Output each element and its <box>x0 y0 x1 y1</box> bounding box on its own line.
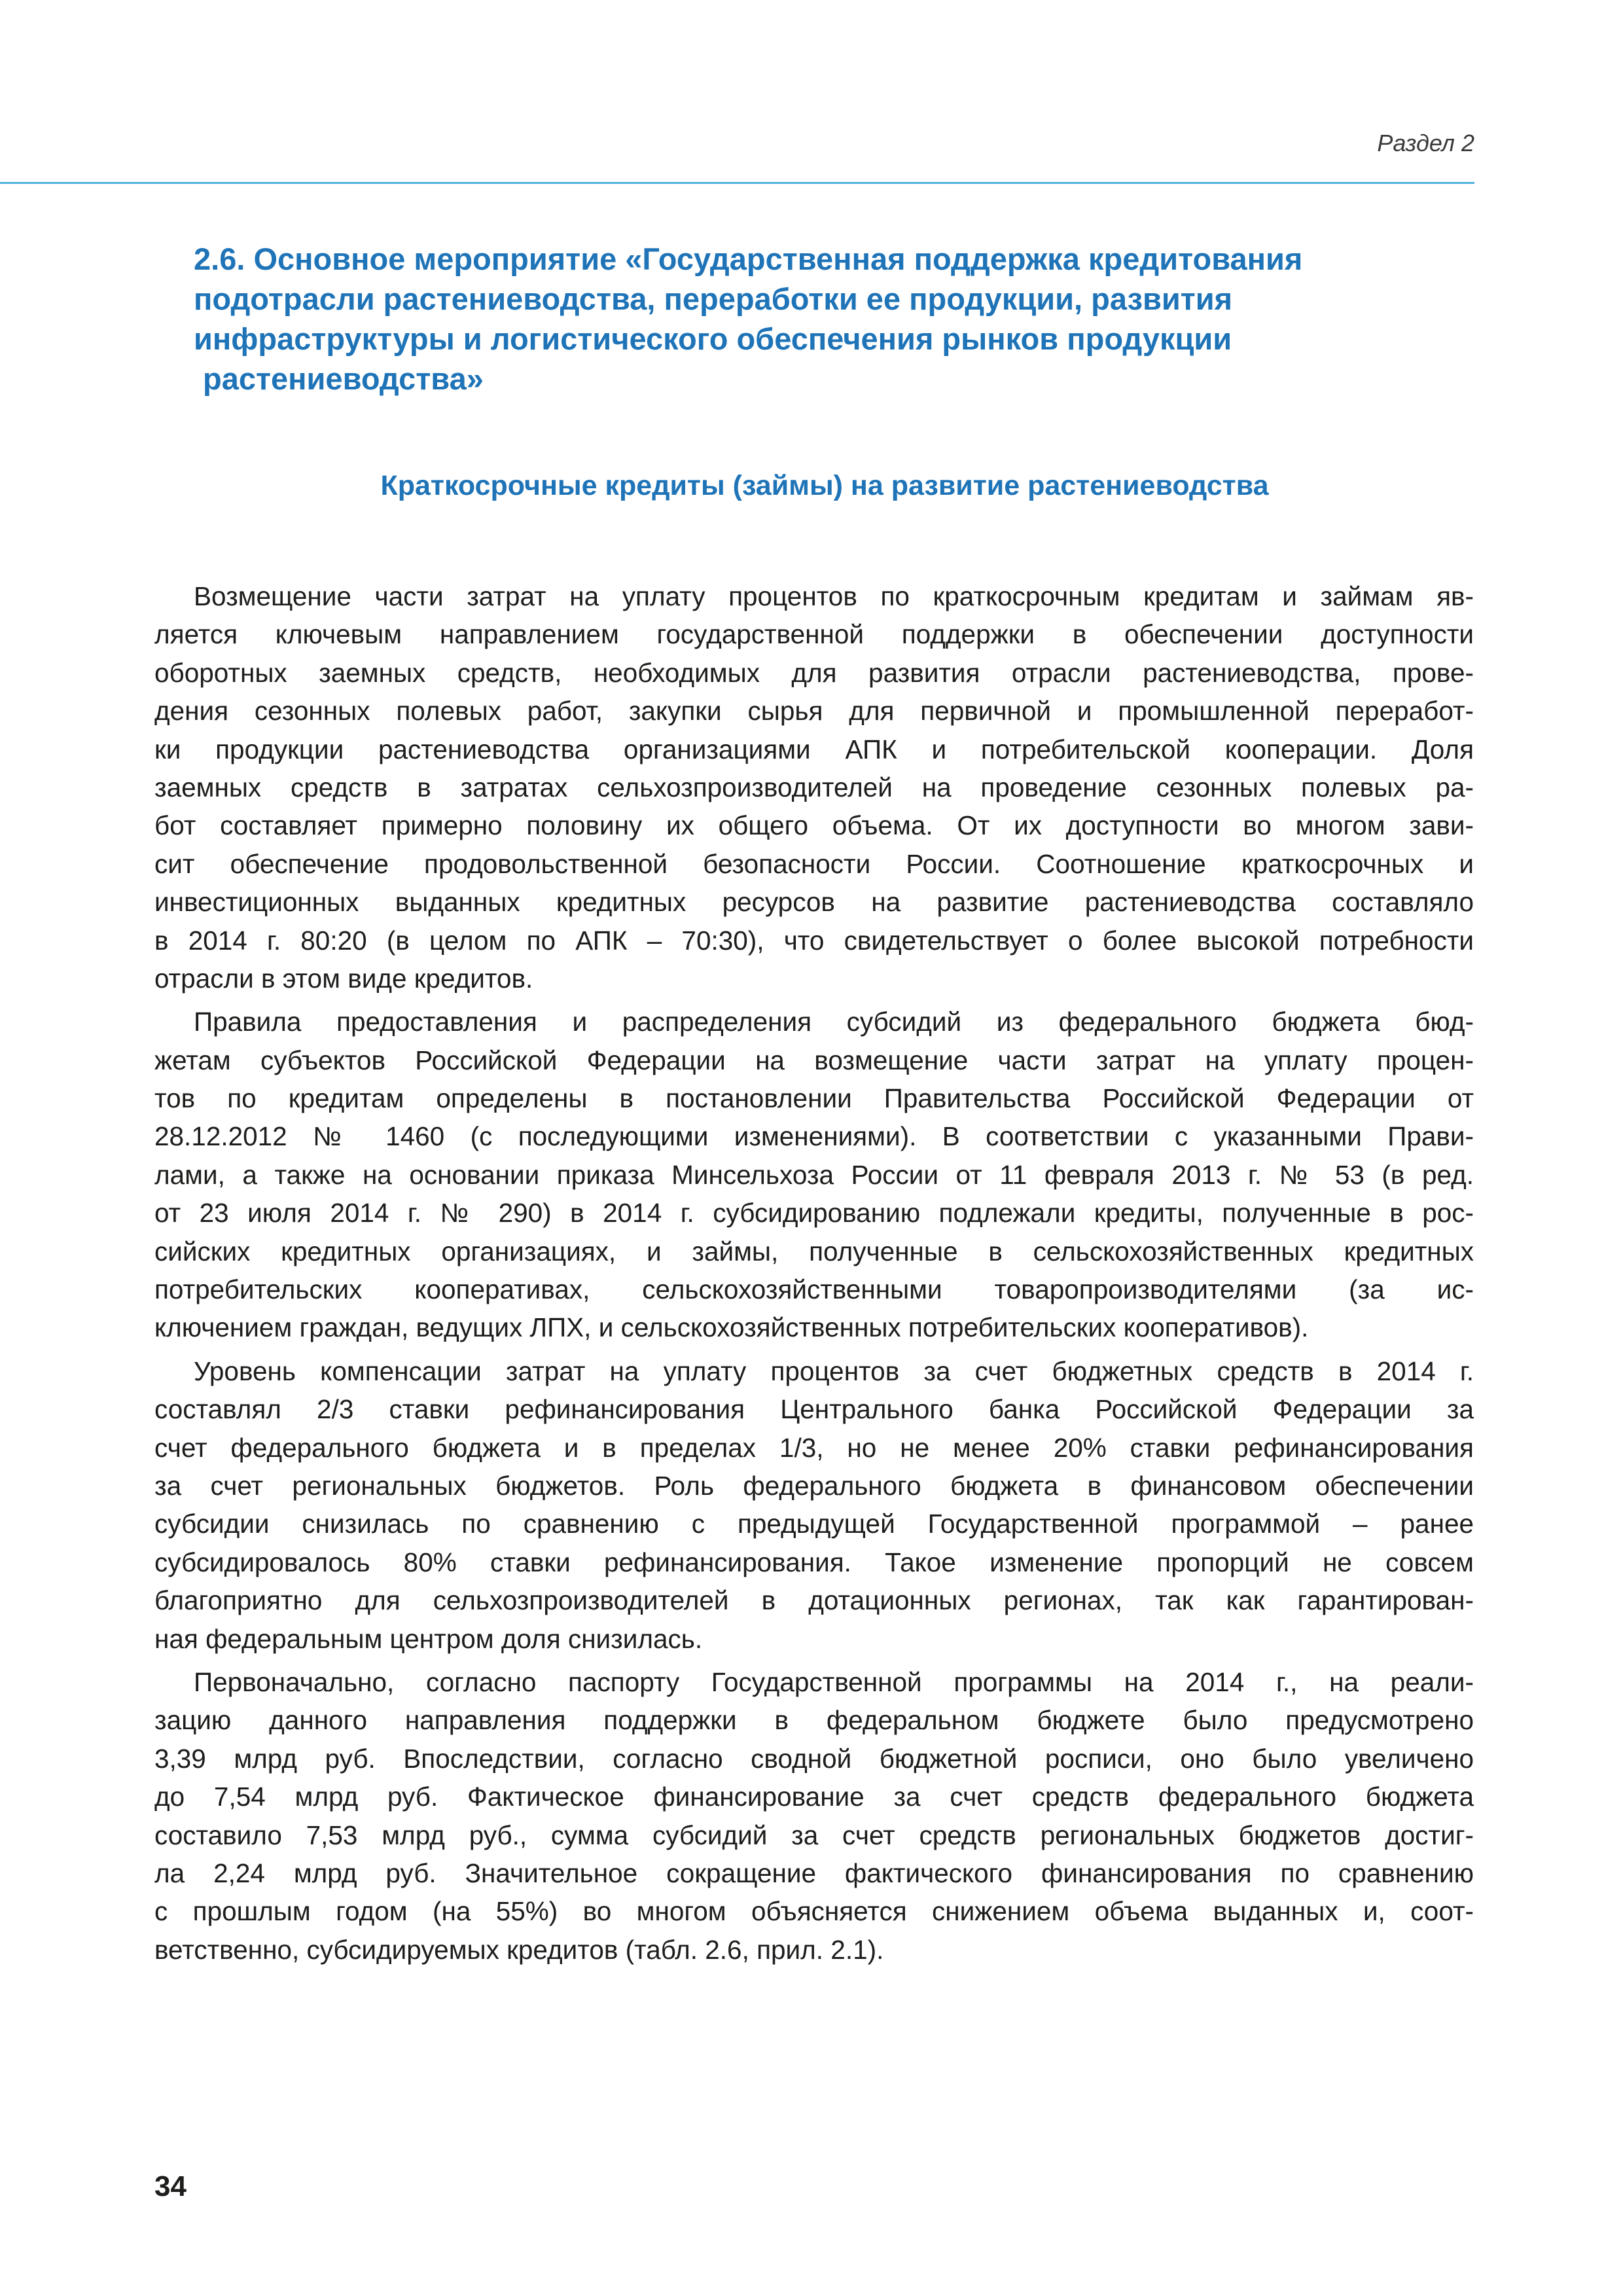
paragraph-line: 3,39 млрд руб. Впоследствии, согласно сводной бюджетной росписи, оно было увеличено <box>154 1743 1474 1774</box>
paragraph-line: лами, а также на основании приказа Минсельхоза России от 11 февраля 2013 г. № 53 (в ред. <box>154 1159 1474 1190</box>
body-text <box>154 577 1474 1974</box>
paragraph-line: Уровень компенсации затрат на уплату процентов за счет бюджетных средств в 2014 г. <box>194 1355 1474 1386</box>
paragraph-line: за счет региональных бюджетов. Роль федерального бюджета в финансовом обеспечении <box>154 1470 1474 1501</box>
paragraph <box>154 1003 1474 1347</box>
paragraph-line: ки продукции растениеводства организациями АПК и потребительской кооперации. Доля <box>154 734 1474 764</box>
section-title-line: 2.6. Основное мероприятие «Государственная поддержка кредитования <box>194 242 1303 276</box>
paragraph-line: 28.12.2012 № 1460 (с последующими изменениями). В соответствии с указанными Прави- <box>154 1121 1474 1152</box>
paragraph-line: в 2014 г. 80:20 (в целом по АПК – 70:30), что свидетельствует о более высокой потребности <box>154 925 1474 956</box>
paragraph-line: бот составляет примерно половину их общего объема. От их доступности во многом зави- <box>154 810 1474 841</box>
paragraph-line: Первоначально, согласно паспорту Государственной программы на 2014 г., на реали- <box>194 1666 1474 1697</box>
running-head: Раздел 2 <box>1377 130 1474 156</box>
header-rule <box>0 182 1474 184</box>
paragraph-line: дения сезонных полевых работ, закупки сырья для первичной и промышленной переработ- <box>154 696 1474 726</box>
section-title <box>194 239 1437 399</box>
paragraph-line: жетам субъектов Российской Федерации на возмещение части затрат на уплату процен- <box>154 1045 1474 1075</box>
paragraph-line: с прошлым годом (на 55%) во многом объясняется снижением объема выданных и, соот- <box>154 1896 1474 1927</box>
paragraph-line: благоприятно для сельхозпроизводителей в дотационных регионах, так как гарантирован- <box>154 1585 1474 1616</box>
paragraph <box>154 577 1474 997</box>
paragraph-line: составило 7,53 млрд руб., сумма субсидий за счет средств региональных бюджетов достиг- <box>154 1820 1474 1850</box>
paragraph-line: сийских кредитных организациях, и займы, полученные в сельскохозяйственных кредитных <box>154 1236 1474 1266</box>
paragraph-line: инвестиционных выданных кредитных ресурсов на развитие растениеводства составляло <box>154 887 1474 918</box>
paragraph-line: Правила предоставления и распределения субсидий из федерального бюджета бюд- <box>194 1007 1474 1037</box>
paragraph-line: составлял 2/3 ставки рефинансирования Центрального банка Российской Федерации за <box>154 1394 1474 1425</box>
paragraph-line: счет федерального бюджета и в пределах 1/3, но не менее 20% ставки рефинансирования <box>154 1432 1474 1463</box>
paragraph <box>154 1352 1474 1658</box>
paragraph-line: оборотных заемных средств, необходимых для развития отрасли растениеводства, прове- <box>154 657 1474 688</box>
paragraph-line: тов по кредитам определены в постановлении Правительства Российской Федерации от <box>154 1083 1474 1114</box>
paragraph-line: ключением граждан, ведущих ЛПХ, и сельскохозяйственных потребительских кооперативов). <box>154 1312 1309 1343</box>
paragraph-line: субсидии снизилась по сравнению с предыдущей Государственной программой – ранее <box>154 1509 1474 1539</box>
paragraph <box>154 1663 1474 1969</box>
paragraph-line: до 7,54 млрд руб. Фактическое финансирование за счет средств федерального бюджета <box>154 1782 1474 1812</box>
paragraph-line: от 23 июля 2014 г. № 290) в 2014 г. субсидированию подлежали кредиты, полученные в рос- <box>154 1198 1474 1229</box>
paragraph-line: ляется ключевым направлением государственной поддержки в обеспечении доступности <box>154 619 1474 650</box>
page-number: 34 <box>154 2170 187 2202</box>
paragraph-line: ветственно, субсидируемых кредитов (табл. 2.6, прил. 2.1). <box>154 1934 884 1965</box>
paragraph-line: ная федеральным центром доля снизилась. <box>154 1623 703 1654</box>
paragraph-line: заемных средств в затратах сельхозпроизводителей на проведение сезонных полевых ра- <box>154 772 1474 802</box>
paragraph-line: сит обеспечение продовольственной безопасности России. Соотношение краткосрочных и <box>154 848 1474 879</box>
paragraph-line: Возмещение части затрат на уплату процентов по краткосрочным кредитам и займам яв- <box>194 581 1474 611</box>
section-title-line: подотрасли растениеводства, переработки ее продукции, развития <box>194 281 1233 316</box>
paragraph-line: отрасли в этом виде кредитов. <box>154 963 533 994</box>
paragraph-line: потребительских кооперативах, сельскохозяйственными товаропроизводителями (за ис- <box>154 1274 1474 1305</box>
section-title-line: инфраструктуры и логистического обеспечения рынков продукции <box>194 321 1232 356</box>
subsection-title: Краткосрочные кредиты (займы) на развитие растениеводства <box>380 470 1269 501</box>
paragraph-line: субсидировалось 80% ставки рефинансирования. Такое изменение пропорций не совсем <box>154 1547 1474 1577</box>
section-title-line: растениеводства» <box>203 361 484 396</box>
paragraph-line: ла 2,24 млрд руб. Значительное сокращение фактического финансирования по сравнению <box>154 1857 1474 1888</box>
paragraph-line: зацию данного направления поддержки в федеральном бюджете было предусмотрено <box>154 1705 1474 1736</box>
